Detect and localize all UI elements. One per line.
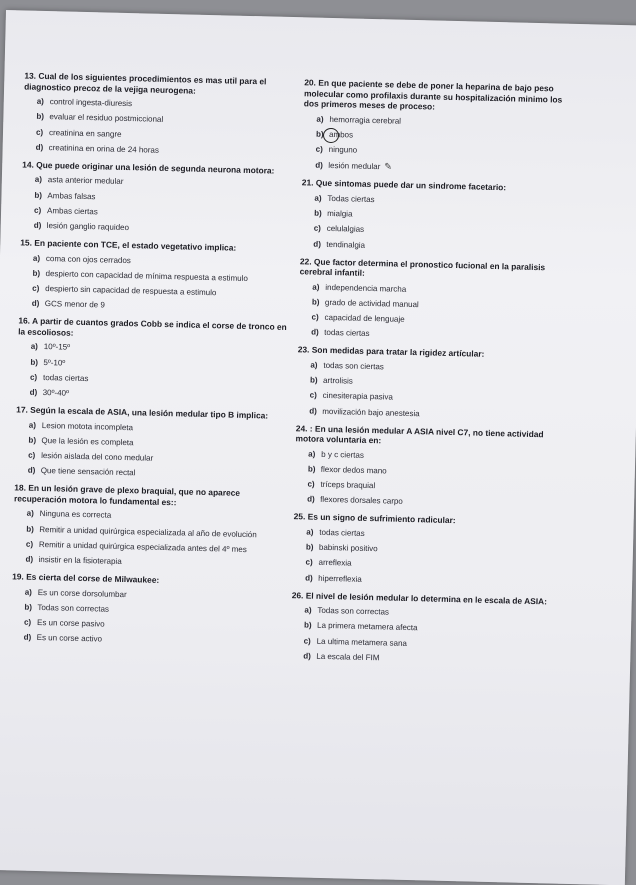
option-letter: b) [24,602,33,612]
answer-option [22,175,297,192]
option-text: artrolisis [322,375,353,386]
option-letter: a) [34,175,43,185]
question-text [298,344,573,361]
option-text: arreflexia [318,558,352,568]
question-statement: Son medidas para tratar la rigidez artícular: [311,344,485,360]
answer-option [301,193,576,210]
question-text [18,316,293,344]
question-number: 23. [297,344,310,355]
answer-option [290,651,565,668]
option-text: Que la lesión es completa [41,435,134,448]
answer-option [14,509,289,526]
question-number: 26. [291,589,304,600]
option-letter: a) [314,193,322,203]
option-letter: b) [36,112,45,122]
option-text: grado de actividad manual [324,297,419,310]
option-letter: b) [28,435,37,445]
answer-option [291,621,566,638]
option-letter: c) [307,479,315,489]
question-number: 17. [16,404,29,415]
question-15 [19,237,296,315]
question-23 [296,344,573,422]
question-number: 24. [295,422,308,433]
answer-option [24,97,299,114]
question-statement: Cual de los siguientes procedimientos es mas util para el diagnostico precoz de la vejiga neurogena: [24,70,267,96]
handwritten-circle [323,128,339,143]
option-text: babinski positivo [318,542,378,554]
answer-option [300,239,575,256]
answer-option [23,127,298,144]
question-statement: El nivel de lesión medular lo determina en le escala de ASIA: [305,590,548,606]
answer-option [11,633,286,650]
option-letter: a) [36,96,45,107]
option-text: 30º-40º [42,388,70,398]
question-statement: Que puede originar una lesión de segunda neurona motora: [36,159,275,176]
question-number: 13. [24,70,37,81]
option-text: control ingesta-diuresis [49,97,133,109]
option-text: Es un corse activo [36,633,103,644]
option-letter: a) [28,420,37,430]
option-letter: a) [310,360,318,370]
option-text: hiperreflexia [318,573,362,584]
option-letter: a) [30,342,39,352]
option-letter: c) [29,372,38,382]
option-letter: d) [307,494,315,504]
answer-option [291,605,566,622]
option-letter: d) [315,160,323,171]
question-number: 19. [12,571,24,582]
question-statement: A partir de cuantos grados Cobb se indica el corse de tronco en la escoliosos: [18,315,287,338]
question-19 [11,571,288,649]
question-text [295,423,570,451]
question-24 [294,423,571,511]
option-text: insistir en la fisioterapia [38,554,122,566]
option-text: Ninguna es correcta [39,509,112,521]
option-text: La escala del FIM [316,651,380,663]
option-text: todas ciertas [324,328,370,339]
question-17 [15,404,292,482]
option-text: cinesiterapia pasiva [322,391,394,402]
option-text: despierto con capacidad de mínima respuesta a estimulo [45,268,248,283]
option-letter: a) [32,253,41,263]
option-text: ambos [328,129,354,140]
option-text: despierto sin capacidad de respuesta a estimulo [45,284,217,298]
answer-option [19,283,294,300]
option-text: La ultima metamera sana [316,636,408,648]
option-letter: d) [309,406,317,416]
option-letter: b) [303,620,312,631]
option-text: capacidad de lenguaje [324,312,405,324]
question-text [24,70,299,98]
question-26 [290,590,567,668]
option-text: GCS menor de 9 [44,299,105,310]
option-letter: b) [309,375,318,385]
answer-option [295,464,570,481]
option-letter: c) [23,617,32,627]
question-20 [302,77,579,177]
question-statement: Según la escala de ASIA, una lesión medular tipo B implica: [30,404,269,421]
question-text [294,511,569,528]
option-letter: b) [34,190,43,200]
option-letter: d) [25,554,34,564]
answer-option [298,312,573,329]
option-letter: a) [24,587,33,597]
option-text: ninguno [328,144,358,155]
answer-option [303,129,578,146]
option-text: todas ciertas [319,527,365,538]
question-statement: En paciente con TCE, el estado vegetativo implica: [34,237,237,253]
answer-option [17,357,292,374]
option-letter: c) [303,636,311,646]
answer-option [21,190,296,207]
option-letter: d) [29,387,38,397]
answer-option [15,466,290,483]
answer-option [18,342,293,359]
exam-page [0,10,636,885]
answer-option [294,479,569,496]
option-letter: d) [23,632,32,643]
option-text: creatinina en orina de 24 horas [48,142,160,155]
option-letter: b) [307,464,316,474]
option-letter: c) [25,539,34,549]
question-text [300,256,575,284]
option-letter: d) [27,465,36,476]
option-text: Lesion motota incompleta [41,420,134,432]
option-text: tendinalgia [326,239,366,250]
option-text: Remitir a unidad quirúrgica especializada antes del 4º mes [38,539,247,554]
option-text: 10º-15º [43,342,71,353]
question-number: 22. [299,255,312,267]
answer-option [23,142,298,159]
question-18 [12,483,289,571]
option-text: celulalgias [326,224,365,235]
option-text: hemorragia cerebral [329,114,402,126]
option-text: Que tiene sensación rectal [40,466,136,478]
option-letter: a) [306,527,314,537]
answer-option [297,375,572,392]
answer-option [19,268,294,285]
question-text [20,237,295,254]
question-statement: En que paciente se debe de poner la heparina de bajo peso molecular como profilaxis durante su hospitalización minimo los dos primeros meses de proceso: [303,77,563,112]
answer-option [19,299,294,316]
option-letter: b) [26,524,35,534]
option-letter: c) [309,390,317,401]
answer-option [15,435,290,452]
option-letter: d) [303,651,311,661]
question-text [304,77,580,115]
answer-option [297,360,572,377]
answer-option [301,208,576,225]
option-letter: a) [308,449,316,459]
answer-option [295,449,570,466]
answer-option [11,617,286,634]
option-text: todas ciertas [42,372,89,383]
option-text: Ambas ciertas [47,205,98,217]
option-text: evaluar el residuo postmiccional [49,112,164,125]
option-text: Remitir a unidad quirúrgica especializada al año de evolución [39,524,257,539]
answer-option [23,112,298,129]
question-13 [23,70,300,158]
option-text: 5º-10º [43,357,66,368]
answer-option [13,524,288,541]
option-text: Es un corse dorsolumbar [37,587,127,599]
question-statement: Es un signo de sufrimiento radicular: [307,511,456,526]
option-letter: b) [30,357,39,367]
option-letter: a) [26,509,34,519]
option-letter: a) [304,605,312,615]
option-letter: b) [314,208,322,218]
answer-option [13,539,288,556]
option-text: asta anterior medular [47,175,124,187]
answer-option [291,636,566,653]
question-text [16,404,291,421]
option-letter: d) [33,220,42,230]
option-letter: b) [311,297,320,307]
answer-option [292,573,567,590]
answer-option [292,557,567,574]
option-letter: b) [305,542,314,552]
question-text [302,178,577,195]
question-16 [17,316,294,404]
answer-option [16,420,291,437]
question-statement: Que sintomas puede dar un sindrome facetario: [315,177,507,193]
question-text [14,483,289,511]
option-text: flexores dorsales carpo [320,495,403,507]
question-number: 25. [293,511,306,522]
question-statement: En un lesión grave de plexo braquial, que no aparece recuperación motora lo fundamental es:: [13,482,241,508]
option-text: b y c ciertas [321,449,365,460]
option-text: Todas ciertas [327,193,375,204]
option-text: Todas son correctas [317,605,390,617]
answer-option [294,494,569,511]
answer-option [303,114,578,131]
answer-option [302,160,577,178]
answer-option [296,406,571,423]
option-letter: a) [316,114,324,124]
option-text: lesión aislada del cono medular [41,451,154,463]
option-text: lesión medular [328,161,381,172]
pencil-mark-icon: ✎ [384,161,392,172]
option-text: movilización bajo anestesia [322,406,420,418]
question-text [12,571,287,588]
answer-option [15,450,290,467]
question-number: 21. [301,177,314,188]
answer-option [12,587,287,604]
question-number: 20. [304,77,317,88]
question-22 [298,256,575,344]
answer-option [297,391,572,408]
question-statement: Es cierta del corse de Milwaukee: [26,571,160,585]
option-letter: c) [313,223,321,234]
answer-option [293,542,568,559]
option-letter: d) [305,572,313,583]
option-letter: d) [311,327,319,337]
question-text [22,159,297,176]
question-25 [292,511,569,589]
option-text: flexor dedos mano [320,464,387,476]
option-letter: c) [28,450,36,460]
answer-option [21,220,296,237]
option-letter: a) [312,282,320,292]
answer-option [11,602,286,619]
option-letter: c) [32,283,40,293]
option-text: todas son ciertas [323,360,384,372]
option-letter: c) [311,312,319,322]
option-letter: d) [35,142,44,152]
option-letter: b) [32,268,41,278]
answer-option [20,253,295,270]
option-letter: c) [34,205,42,215]
option-letter: c) [315,144,323,154]
answer-option [303,144,578,161]
option-letter: d) [31,298,40,309]
right-column [290,77,579,674]
option-text: La primera metamera afecta [316,621,418,633]
option-text: independencia marcha [325,282,407,294]
option-letter: c) [305,557,313,567]
left-column [10,70,299,656]
option-text: tríceps braquial [320,479,376,491]
answer-option [17,372,292,389]
question-14 [21,159,298,237]
answer-option [298,327,573,344]
option-letter: c) [35,127,44,137]
answer-option [12,554,287,571]
option-text: Es un corse pasivo [36,618,105,629]
answer-option [17,387,292,404]
question-21 [300,178,577,256]
answer-option [21,205,296,222]
option-text: coma con ojos cerrados [45,253,131,265]
option-letter: b) [315,129,324,139]
answer-option [299,282,574,299]
question-number: 18. [14,482,27,493]
option-letter: d) [313,239,322,249]
question-text [292,590,567,607]
option-text: lesión ganglio raquideo [46,221,130,233]
option-text: Ambas falsas [47,190,96,201]
answer-option [299,297,574,314]
question-number: 15. [20,237,33,248]
answer-option [293,527,568,544]
option-text: creatinina en sangre [48,127,122,139]
question-number: 14. [22,159,35,170]
answer-option [301,224,576,241]
question-statement: Que factor determina el pronostico fucional en la paralisis cerebral infantil: [299,256,546,278]
option-text: Todas son correctas [37,602,110,614]
question-statement: : En una lesión medular A ASIA nivel C7, no tiene actividad motora voluntaria en: [295,423,544,446]
question-number: 16. [18,315,31,326]
option-text: mialgia [327,209,353,219]
